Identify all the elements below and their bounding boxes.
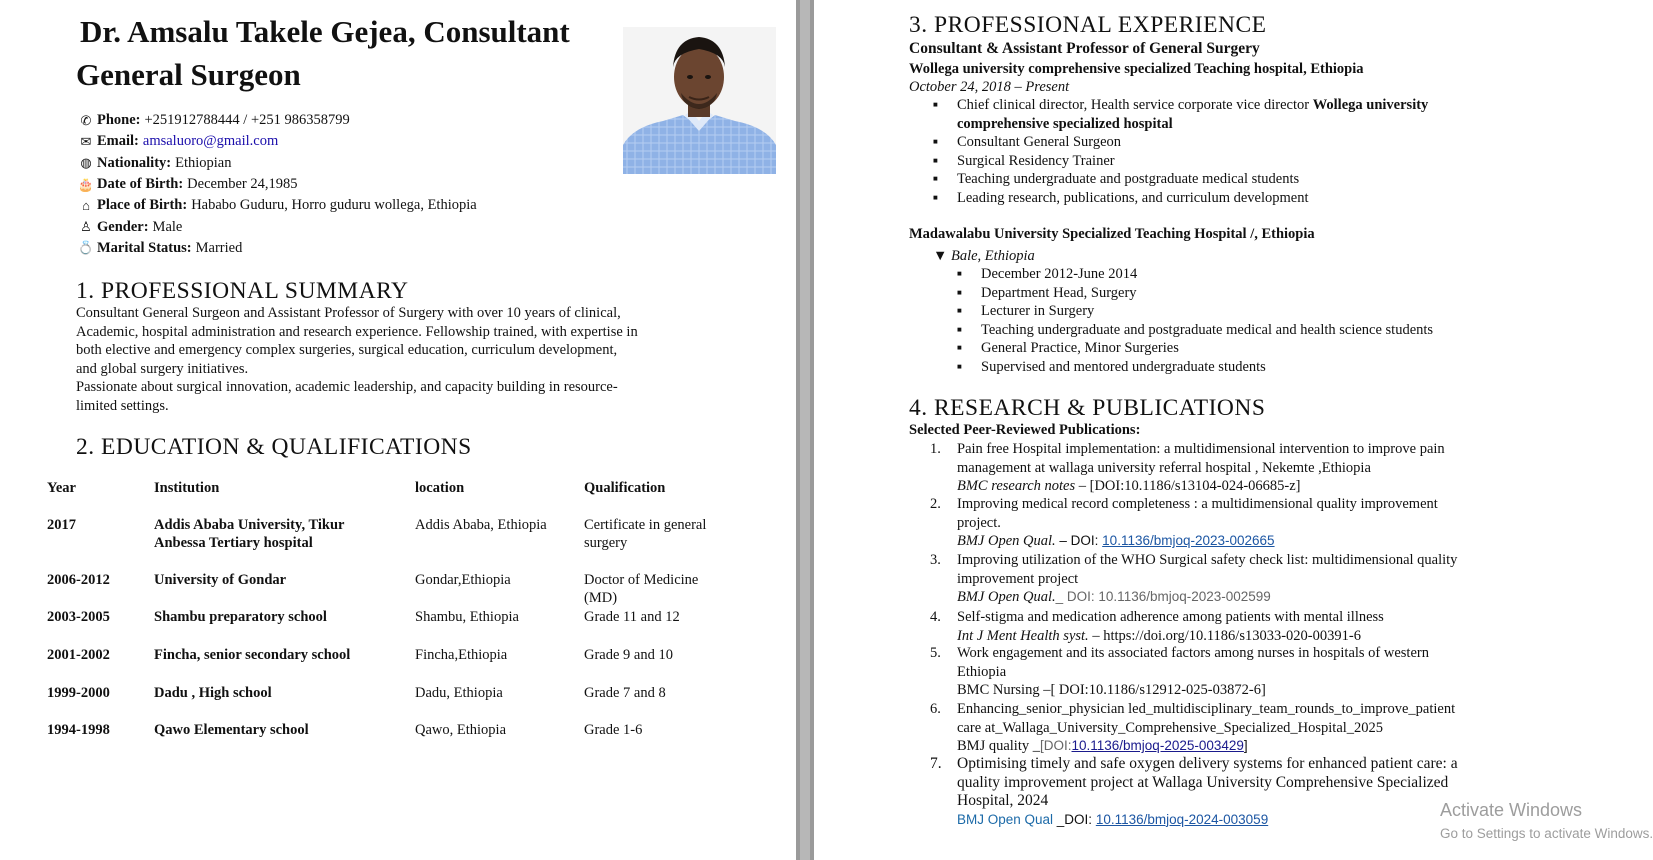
education-heading: 2. EDUCATION & QUALIFICATIONS [76,434,472,460]
pub-doi-label: [DOI: [1039,738,1072,753]
dob-value: December 24,1985 [187,176,298,193]
name-line-1: Dr. Amsalu Takele Gejea, Consultant [80,14,570,49]
job1-dates: October 24, 2018 – Present [909,79,1070,95]
job2-location [933,247,1035,266]
job2-org: Madawalabu University Specialized Teaching Hospital /, Ethiopia [909,226,1315,242]
pub-number: 2. [930,496,941,512]
pub-title-line: Improving utilization of the WHO Surgical safety check list: multidimensional quality [957,552,1458,568]
publication-item [930,440,1530,496]
contact-email [76,131,477,152]
table-cell-year: 2003-2005 [47,609,110,625]
table-header-location: location [415,480,465,496]
summary-line: and global surgery initiatives. [76,360,249,377]
table-cell-location: Addis Ababa, Ethiopia [415,517,547,533]
pob-label: Place of Birth: [97,197,188,214]
pub-title-line: Ethiopia [957,663,1007,680]
pub-title-line: Enhancing_senior_physician led_multidisciplinary_team_rounds_to_improve_patient [957,701,1456,717]
table-cell-institution: Addis Ababa University, Tikur Anbessa Tertiary hospital [154,517,345,551]
pub-title-line: Self-stigma and medication adherence among patients with mental illness [957,609,1384,625]
table-header-year: Year [47,480,76,496]
summary-line: Passionate about surgical innovation, academic leadership, and capacity building in resource- [76,379,618,395]
phone-value: +251912788444 / +251 986358799 [144,112,350,129]
table-cell-year: 2017 [47,517,76,533]
research-subheading: Selected Peer-Reviewed Publications: [909,422,1141,438]
list-item: ■ Teaching undergraduate and postgraduate medical and health science students [957,321,1527,340]
pub-title-line: Improving medical record completeness : a multidimensional quality improvement [957,496,1438,512]
dob-label: Date of Birth: [97,176,184,193]
pub-journal: BMC research notes [957,478,1076,494]
table-cell-location: Fincha,Ethiopia [415,647,508,663]
pub-doi-link[interactable]: 10.1136/bmjoq-2024-003059 [1095,811,1269,827]
bullet-bold: comprehensive specialized hospital [957,115,1173,132]
pub-title-line: quality improvement project at Wallaga University Comprehensive Specialized [957,773,1449,791]
table-cell-qualification: Grade 9 and 10 [584,647,673,663]
contact-pob [76,195,477,216]
activation-watermark-subtitle[interactable]: Go to Settings to activate Windows. [1440,826,1653,841]
ring-icon: 💍 [77,240,95,256]
page-gutter [796,0,814,860]
publication-item [930,495,1530,551]
email-label: Email: [97,133,139,150]
pob-value: Hababo Guduru, Horro guduru wollega, Ethiopia [191,197,477,214]
pub-journal: Int J Ment Health syst. [957,627,1089,644]
list-item: ■ Lecturer in Surgery [957,302,1527,321]
job1-org: Wollega university comprehensive specialized Teaching hospital, Ethiopia [909,61,1364,77]
table-header-institution: Institution [154,480,220,496]
list-item: ■ Teaching undergraduate and postgraduate medical students [933,170,1513,189]
phone-icon: ✆ [80,112,92,128]
nationality-label: Nationality: [97,154,172,171]
pub-title-line: Optimising timely and safe oxygen delivery systems for enhanced patient care: a [957,755,1458,772]
table-cell-qualification: Grade 1-6 [584,722,643,738]
list-item: ■ Department Head, Surgery [957,284,1527,303]
pub-number: 6. [930,701,941,717]
table-cell-qualification: Grade 11 and 12 [584,609,680,625]
pub-number: 3. [930,552,941,568]
list-item: ■ Leading research, publications, and curriculum development [933,189,1513,208]
globe-icon: ◍ [80,155,92,171]
table-cell-location: Dadu, Ethiopia [415,685,503,701]
email-link[interactable]: amsaluoro@gmail.com [142,133,279,150]
summary-heading: 1. PROFESSIONAL SUMMARY [76,278,409,304]
summary-line: Consultant General Surgeon and Assistant Professor of Surgery with over 10 years of clinical, [76,305,621,321]
job2-bullets [957,265,1527,376]
profile-photo [623,27,776,174]
summary-text [76,304,716,415]
summary-line: Academic, hospital administration and research experience. Fellowship trained, with expertise in [76,323,638,340]
pub-title-line: Pain free Hospital implementation: a multidimensional intervention to improve pain [957,441,1445,457]
cake-icon: 🎂 [77,176,95,192]
list-item: ■ Surgical Residency Trainer [933,152,1513,171]
summary-line: both elective and emergency complex surgeries, surgical education, curriculum development, [76,342,618,358]
publication-item [930,608,1530,645]
pub-title-line: project. [957,514,1001,531]
bullet-bold: Wollega university [1312,97,1429,113]
pub-ref: – [DOI:10.1186/s13104-024-06685-z] [1075,478,1301,494]
research-heading: 4. RESEARCH & PUBLICATIONS [909,395,1266,421]
pub-ref: – https://doi.org/10.1186/s13033-020-00391-6 [1088,627,1361,644]
activation-watermark-title: Activate Windows [1440,800,1583,820]
list-item: ■ Supervised and mentored undergraduate students [957,358,1527,377]
job2-location-text: Bale, Ethiopia [950,248,1035,264]
table-cell-qualification: Doctor of Medicine (MD) [584,572,699,606]
list-item [933,96,1513,133]
pub-doi-label: – DOI: [1055,533,1103,548]
home-icon: ⌂ [82,197,90,213]
pub-number: 4. [930,609,941,625]
list-item: ■ December 2012-June 2014 [957,265,1527,284]
table-cell-institution: Fincha, senior secondary school [154,647,351,663]
contact-marital [76,238,477,259]
publication-item [930,551,1530,607]
gender-value: Male [152,218,183,235]
pub-ref: BMC Nursing –[ DOI:10.1186/s12912-025-03872-6] [957,682,1266,698]
list-item: ■ Consultant General Surgeon [933,133,1513,152]
pub-doi-link[interactable]: 10.1136/bmjoq-2025-003429 [1071,738,1244,753]
experience-heading: 3. PROFESSIONAL EXPERIENCE [909,12,1267,38]
contact-dob [76,174,477,195]
pub-title-line: management at wallaga university referral hospital , Nekemte ,Ethiopia [957,459,1371,476]
table-cell-location: Shambu, Ethiopia [415,609,519,625]
pub-number: 7. [930,755,942,772]
pub-title-line: improvement project [957,570,1079,587]
page-title [76,10,616,96]
pub-journal: BMJ Open Qual. [957,589,1056,605]
table-cell-year: 2006-2012 [47,572,110,588]
table-cell-institution: Shambu preparatory school [154,609,327,625]
job1-title: Consultant & Assistant Professor of General Surgery [909,40,1260,57]
job1-bullets [933,96,1513,207]
pub-title-line: Hospital, 2024 [957,792,1049,809]
table-cell-qualification: Grade 7 and 8 [584,685,666,701]
triangle-down-icon: ▼ [933,248,948,264]
pub-doi-link[interactable]: 10.1136/bmjoq-2023-002665 [1102,533,1275,548]
pub-title-line: care at_Wallaga_University_Comprehensive_Specialized_Hospital_2025 [957,719,1384,736]
bullet-text: Chief clinical director, Health service corporate vice director [957,97,1313,113]
pub-doi: _ DOI: 10.1136/bmjoq-2023-002599 [1055,589,1271,604]
pub-journal: BMJ Open Qual. [957,533,1056,549]
contact-info [76,110,477,259]
contact-nationality [76,153,477,174]
contact-phone [76,110,477,131]
pub-doi-label: _DOI: [1053,811,1096,827]
pub-number: 5. [930,645,941,661]
list-item: ■ General Practice, Minor Surgeries [957,339,1527,358]
table-cell-qualification: Certificate in general surgery [584,517,707,551]
pub-number: 1. [930,441,941,457]
table-header-qualification: Qualification [584,480,666,496]
envelope-icon: ✉ [80,133,92,149]
publication-item [930,700,1530,756]
table-cell-year: 1999-2000 [47,685,110,701]
table-cell-location: Gondar,Ethiopia [415,572,511,588]
name-line-2: General Surgeon [76,57,301,92]
pub-journal: BMJ Open Qual [957,811,1054,827]
marital-value: Married [195,239,243,256]
table-cell-location: Qawo, Ethiopia [415,722,507,738]
phone-label: Phone: [97,112,141,129]
table-cell-year: 1994-1998 [47,722,110,738]
marital-label: Marital Status: [97,239,192,256]
contact-gender [76,216,477,237]
table-cell-institution: Dadu , High school [154,685,272,701]
pub-journal: BMJ quality _ [957,738,1040,754]
pub-title-line: Work engagement and its associated factors among nurses in hospitals of western [957,645,1429,661]
pub-doi-close: ] [1243,738,1248,753]
nationality-value: Ethiopian [175,154,232,171]
gender-label: Gender: [97,218,149,235]
table-cell-institution: University of Gondar [154,572,287,588]
person-icon: ♙ [80,219,92,235]
publication-item [930,644,1530,700]
summary-line: limited settings. [76,397,169,414]
table-cell-year: 2001-2002 [47,647,110,663]
table-cell-institution: Qawo Elementary school [154,722,309,738]
